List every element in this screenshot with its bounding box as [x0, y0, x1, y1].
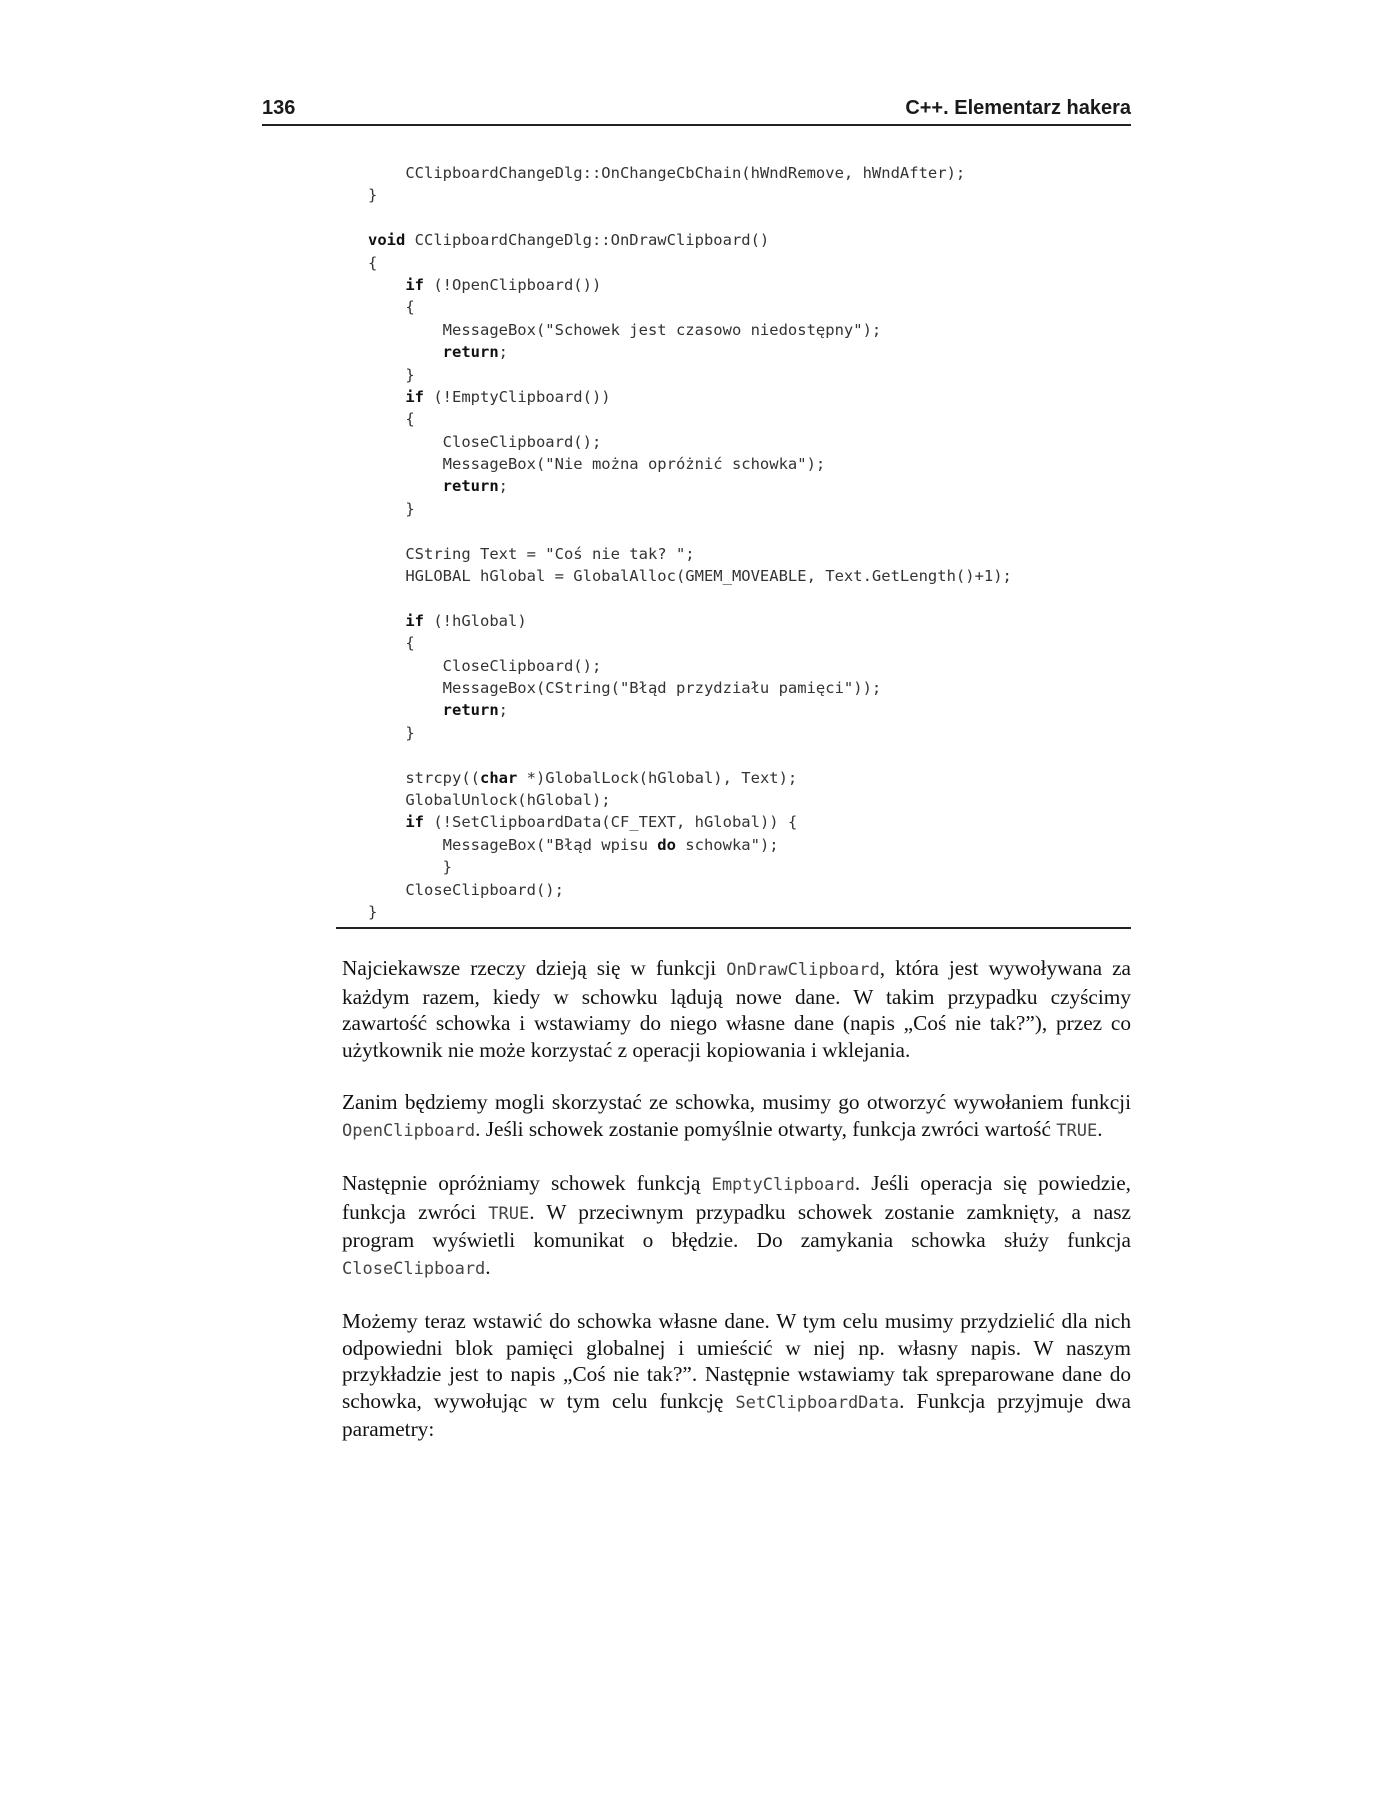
code-text: MessageBox(CString("Błąd przydziału pamięci")); [368, 678, 882, 697]
code-text: ; [498, 477, 508, 496]
code-text: ; [498, 701, 508, 720]
code-text: (!OpenClipboard()) [424, 275, 602, 294]
code-line [368, 834, 1108, 856]
code-line [368, 319, 1108, 341]
code-text [368, 813, 405, 831]
code-text: } [368, 365, 415, 384]
paragraph-text: . [485, 1254, 491, 1279]
code-text: } [368, 186, 378, 205]
code-line [368, 543, 1108, 565]
code-line [368, 901, 1108, 923]
code-text [368, 701, 443, 719]
code-text: { [368, 634, 415, 653]
code-text [368, 276, 405, 294]
code-keyword: if [405, 275, 424, 294]
code-keyword: if [405, 387, 424, 406]
code-text: ; [498, 343, 508, 362]
code-keyword: char [479, 768, 518, 787]
page-header [262, 96, 1131, 126]
paragraph-text: Następnie opróżniamy schowek funkcją [342, 1171, 712, 1195]
code-line [368, 475, 1108, 497]
code-listing-divider [336, 927, 1131, 929]
code-line [368, 296, 1108, 318]
code-line [368, 364, 1108, 386]
code-keyword: return [442, 343, 499, 362]
paragraph-text: Zanim będziemy mogli skorzystać ze schowka, musimy go otworzyć wywołaniem funkcji [342, 1090, 1131, 1114]
code-keyword: return [442, 477, 499, 496]
code-line [368, 767, 1108, 789]
code-text: (!hGlobal) [424, 611, 527, 630]
code-line [368, 879, 1108, 901]
running-title: C++. Elementarz hakera [905, 97, 1131, 119]
code-line [368, 699, 1108, 721]
code-text: MessageBox("Nie można opróżnić schowka"); [368, 455, 826, 474]
inline-code: EmptyClipboard [711, 1175, 855, 1195]
inline-code: TRUE [1056, 1120, 1098, 1141]
code-line [368, 565, 1108, 587]
code-line [368, 229, 1108, 251]
code-text [368, 477, 443, 495]
code-line [368, 610, 1108, 632]
code-text: { [368, 298, 415, 317]
code-text: CClipboardChangeDlg::OnDrawClipboard() [405, 231, 770, 250]
inline-code: CloseClipboard [342, 1258, 486, 1279]
code-text: MessageBox("Schowek jest czasowo niedostępny"); [368, 320, 882, 339]
paragraph-text: . Jeśli schowek zostanie pomyślnie otwarty, funkcja zwróci wartość [475, 1116, 1057, 1141]
code-text: } [368, 499, 415, 518]
paragraph [342, 1308, 1131, 1443]
code-line [368, 498, 1108, 520]
code-line [368, 722, 1108, 744]
code-line [368, 162, 1108, 184]
code-text: CClipboardChangeDlg::OnChangeCbChain(hWndRemove, hWndAfter); [368, 164, 966, 182]
code-line [368, 408, 1108, 430]
code-text: } [368, 858, 452, 877]
code-line [368, 252, 1108, 274]
code-keyword: return [442, 701, 499, 720]
code-text: { [368, 410, 415, 429]
code-line [368, 341, 1108, 363]
code-text: } [368, 902, 378, 921]
paragraph [342, 1170, 1131, 1282]
body-text [342, 955, 1131, 1469]
paragraph [342, 1089, 1131, 1144]
paragraph-text: , która jest wywoływana za każdym razem, kiedy w schowku lądują nowe dane. W takim przypadku czyścimy zawartość schowka i wstawiamy do niego własne dane (napis „Coś nie tak?”), przez co użytkownik nie może korzystać z operacji kopiowania i wklejania. [342, 956, 1131, 1062]
code-text: } [368, 723, 415, 742]
code-keyword: if [405, 813, 424, 832]
code-text: CloseClipboard(); [368, 432, 602, 451]
code-text: { [368, 253, 378, 272]
code-line [368, 655, 1108, 677]
code-keyword: if [405, 611, 424, 630]
code-text [368, 388, 405, 406]
code-text: (!SetClipboardData(CF_TEXT, hGlobal)) { [424, 813, 798, 832]
code-line [368, 744, 1108, 766]
paragraph-text: . Jeśli operacja się powiedzie, funkcja zwróci [342, 1171, 1131, 1224]
code-text: CloseClipboard(); [368, 880, 564, 899]
code-line [368, 274, 1108, 296]
inline-code: OpenClipboard [342, 1120, 476, 1141]
inline-code: OnDrawClipboard [726, 960, 880, 980]
code-line [368, 453, 1108, 475]
code-text: CString Text = "Coś nie tak? "; [368, 544, 695, 563]
code-line [368, 386, 1108, 408]
code-text: strcpy(( [368, 768, 480, 787]
code-line [368, 587, 1108, 609]
code-line [368, 677, 1108, 699]
code-text [368, 343, 443, 361]
inline-code: SetClipboardData [735, 1392, 900, 1413]
code-line [368, 520, 1108, 542]
code-keyword: void [368, 231, 406, 250]
code-text: *)GlobalLock(hGlobal), Text); [517, 768, 798, 787]
page-number: 136 [262, 97, 296, 119]
code-line [368, 789, 1108, 811]
code-line [368, 431, 1108, 453]
code-line [368, 632, 1108, 654]
code-text: (!EmptyClipboard()) [424, 387, 611, 406]
code-listing [368, 162, 1108, 923]
paragraph-text: Możemy teraz wstawić do schowka własne dane. W tym celu musimy przydzielić dla nich odpowiedni blok pamięci globalnej i umieścić w niej np. własny napis. W naszym przykładzie jest to napis „Coś nie tak?”. Następnie wstawiamy tak spreparowane dane do schowka, wywołując w tym celu funkcję [342, 1309, 1131, 1413]
code-text: MessageBox("Błąd wpisu [368, 835, 658, 854]
code-text: HGLOBAL hGlobal = GlobalAlloc(GMEM_MOVEABLE, Text.GetLength()+1); [368, 567, 1012, 586]
code-text: schowka"); [675, 835, 779, 854]
code-text: CloseClipboard(); [368, 656, 602, 675]
code-keyword: do [657, 835, 676, 854]
paragraph-text: . [1097, 1116, 1103, 1141]
code-line [368, 856, 1108, 878]
code-text [368, 612, 405, 630]
paragraph-text: . Funkcja przyjmuje dwa parametry: [342, 1388, 1131, 1441]
inline-code: TRUE [488, 1203, 530, 1224]
code-line [368, 207, 1108, 229]
paragraph [342, 955, 1131, 1063]
code-text: GlobalUnlock(hGlobal); [368, 790, 611, 809]
paragraph-text: . W przeciwnym przypadku schowek zostanie zamknięty, a nasz program wyświetli komunikat o błędzie. Do zamykania schowka służy funkcja [342, 1199, 1131, 1252]
code-line [368, 184, 1108, 206]
paragraph-text: Najciekawsze rzeczy dzieją się w funkcji [342, 956, 727, 980]
code-line [368, 811, 1108, 833]
